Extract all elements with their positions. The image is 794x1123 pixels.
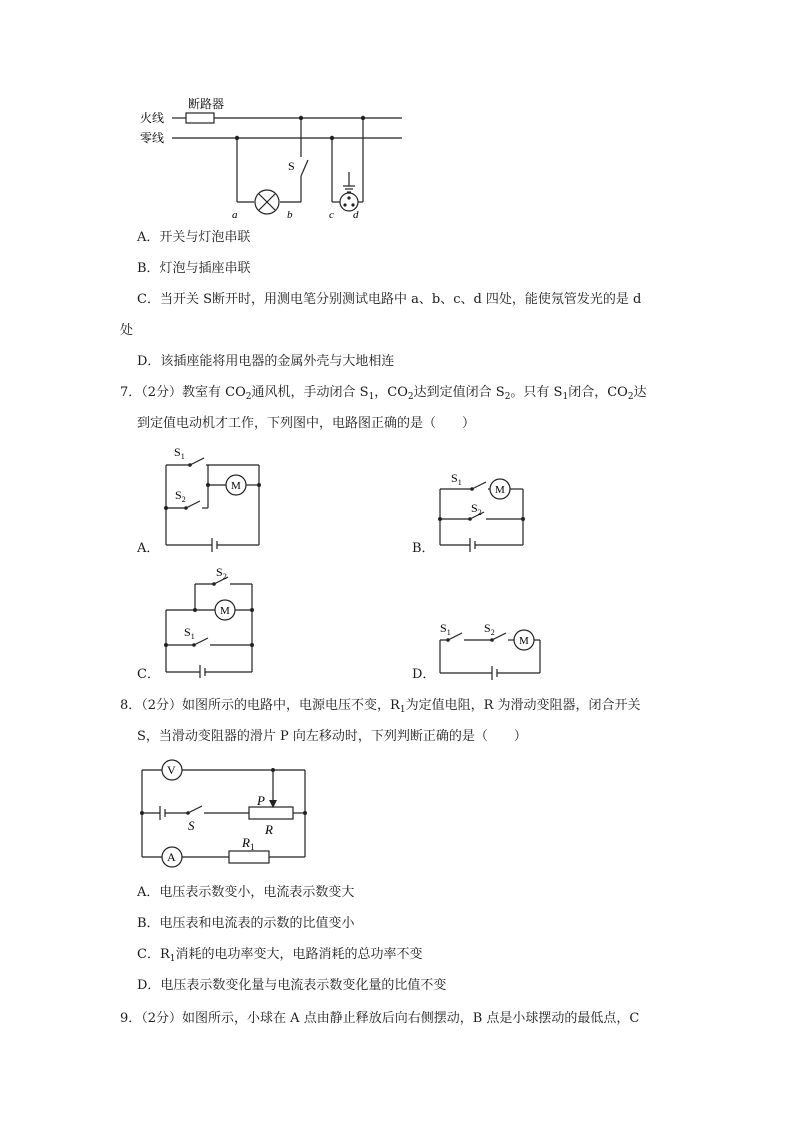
q7-option-c[interactable]: C． [137, 667, 160, 682]
q7-circuit-c [150, 566, 262, 678]
r1-label: $R_1$ [242, 835, 255, 852]
household-circuit-figure [130, 96, 420, 222]
q7-option-b[interactable]: B． [412, 541, 435, 556]
svg-text:S1: $S_1$ [174, 445, 185, 461]
svg-text:M: M [495, 484, 505, 496]
q8-circuit-figure [136, 756, 316, 870]
q7-circuit-a [150, 442, 270, 554]
motor-label: M [231, 480, 241, 492]
q6-option-d: D．该插座能将用电器的金属外壳与大地相连 [137, 354, 395, 369]
svg-text:S1: $S_1$ [440, 621, 451, 637]
q8-option-b[interactable]: B．电压表和电流表的示数的比值变小 [137, 916, 355, 931]
voltmeter-label: V [167, 763, 176, 777]
q6-option-c-wrap: 处 [120, 323, 134, 338]
point-a-label: a [232, 209, 238, 221]
q7-option-a[interactable]: A． [137, 541, 160, 556]
slider-label: P [257, 793, 265, 808]
svg-text:S1: $S_1$ [184, 625, 195, 641]
svg-text:S2: $S_2$ [471, 501, 482, 517]
q7-circuit-d [430, 618, 546, 680]
q8-stem-line1: 8．（2分）如图所示的电路中，电源电压不变，$R_1$为定值电阻，R 为滑动变阻器，闭合开关 [120, 698, 641, 715]
breaker-label: 断路器 [188, 97, 225, 111]
switch-s-label: S [288, 159, 295, 173]
live-wire-label: 火线 [140, 111, 165, 125]
q7-stem-line1: 7．（2分）教室有 $CO_2$通风机，手动闭合 $S_1$，$CO_2$达到定值闭合 $S_2$。只有 $S_1$闭合，$CO_2$达 [120, 385, 647, 402]
svg-text:S2: $S_2$ [484, 621, 495, 637]
q7-stem-line2: 到定值电动机才工作，下列图中，电路图正确的是（ ） [137, 416, 476, 431]
svg-text:S2: $S_2$ [175, 488, 186, 504]
q6-option-c: C．当开关 S断开时，用测电笔分别测试电路中 a、b、c、d 四处，能使氖管发光的是 d [137, 292, 642, 307]
svg-text:S1: $S_1$ [451, 471, 462, 487]
svg-text:S2: $S_2$ [216, 566, 227, 581]
q9-stem-line1: 9．（2分）如图所示，小球在 A 点由静止释放后向右侧摆动，B 点是小球摆动的最低点，C [120, 1011, 640, 1026]
q8-stem-line2: S，当滑动变阻器的滑片 P 向左移动时，下列判断正确的是（ ） [137, 729, 527, 744]
q8-option-d[interactable]: D．电压表示数变化量与电流表示数变化量的比值不变 [137, 978, 447, 993]
point-b-label: b [287, 209, 293, 221]
svg-text:M: M [519, 635, 529, 647]
point-d-label: d [353, 209, 359, 221]
q7-option-d[interactable]: D． [412, 667, 436, 682]
q6-option-a: A．开关与灯泡串联 [137, 230, 251, 245]
q8-option-c[interactable]: C．$R_1$消耗的电功率变大，电路消耗的总功率不变 [137, 947, 423, 964]
ammeter-label: A [167, 850, 176, 864]
neutral-wire-label: 零线 [140, 131, 165, 145]
rheostat-label: R [265, 822, 273, 837]
q7-circuit-b [430, 468, 540, 552]
point-c-label: c [329, 209, 334, 221]
q6-option-b: B．灯泡与插座串联 [137, 261, 251, 276]
switch-label: S [188, 818, 195, 833]
q8-option-a[interactable]: A．电压表示数变小，电流表示数变大 [137, 885, 355, 900]
svg-text:M: M [220, 605, 230, 617]
